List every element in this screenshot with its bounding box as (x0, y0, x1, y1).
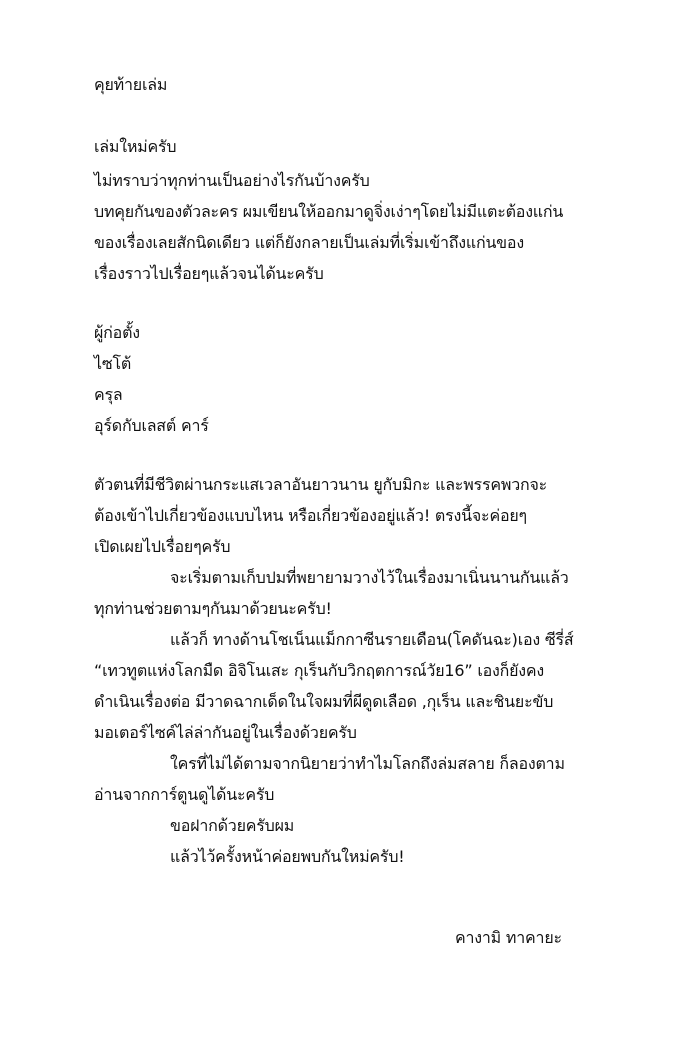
body-line: แล้วไว้ครั้งหน้าค่อยพบกันใหม่ครับ! (170, 847, 405, 866)
body-line: ทุกท่านช่วยตามๆกันมาด้วยนะครับ! (94, 599, 332, 618)
body-line: จะเริ่มตามเก็บปมที่พยายามวางไว้ในเรื่องมาเนิ่นนานกันแล้ว (170, 568, 569, 587)
body-line: แล้วก็ ทางด้านโชเน็นแม็กกาซีนรายเดือน(โคดันฉะ)เอง ซีรี่ส์ (170, 630, 574, 649)
name-line: ไซโต้ (94, 354, 132, 373)
body-line: ตัวตนที่มีชีวิตผ่านกระแสเวลาอันยาวนาน ยูกับมิกะ และพรรคพวกจะ (94, 475, 548, 494)
body-line: เปิดเผยไปเรื่อยๆครับ (94, 537, 231, 556)
body-line: มอเตอร์ไซค์ไล่ล่ากันอยู่ในเรื่องด้วยครับ (94, 723, 357, 742)
intro-line: เล่มใหม่ครับ (94, 137, 177, 156)
body-line: อ่านจากการ์ตูนดูได้นะครับ (94, 785, 275, 804)
intro-line: บทคุยกันของตัวละคร ผมเขียนให้ออกมาดูจิ่งเง่าๆโดยไม่มีแตะต้องแก่น (94, 202, 564, 221)
author-signature: คางามิ ทาคายะ (455, 928, 562, 947)
name-line: ผู้ก่อตั้ง (94, 323, 140, 342)
body-line: ดำเนินเรื่องต่อ มีวาดฉากเด็ดในใจผมที่ผีดูดเลือด ,กุเร็น และชินยะขับ (94, 692, 554, 711)
intro-line: เรื่องราวไปเรื่อยๆแล้วจนได้นะครับ (94, 264, 324, 283)
body-line: “เทวทูตแห่งโลกมืด อิจิโนเสะ กุเร็นกับวิกฤตการณ์วัย16” เองก็ยังคง (94, 661, 545, 680)
body-line: ต้องเข้าไปเกี่ยวข้องแบบไหน หรือเกี่ยวข้องอยู่แล้ว! ตรงนี้จะค่อยๆ (94, 506, 527, 525)
name-line: ครุล (94, 385, 123, 404)
body-line: ใครที่ไม่ได้ตามจากนิยายว่าทำไมโลกถึงล่มสลาย ก็ลองตาม (170, 754, 565, 773)
body-line: ขอฝากด้วยครับผม (170, 816, 295, 835)
afterword-heading: คุยท้ายเล่ม (94, 75, 168, 94)
intro-line: ของเรื่องเลยสักนิดเดียว แต่ก็ยังกลายเป็นเล่มที่เริ่มเข้าถึงแก่นของ (94, 233, 524, 252)
intro-line: ไม่ทราบว่าทุกท่านเป็นอย่างไรกันบ้างครับ (94, 171, 370, 190)
name-line: อุร์ดกับเลสต์ คาร์ (94, 416, 209, 435)
